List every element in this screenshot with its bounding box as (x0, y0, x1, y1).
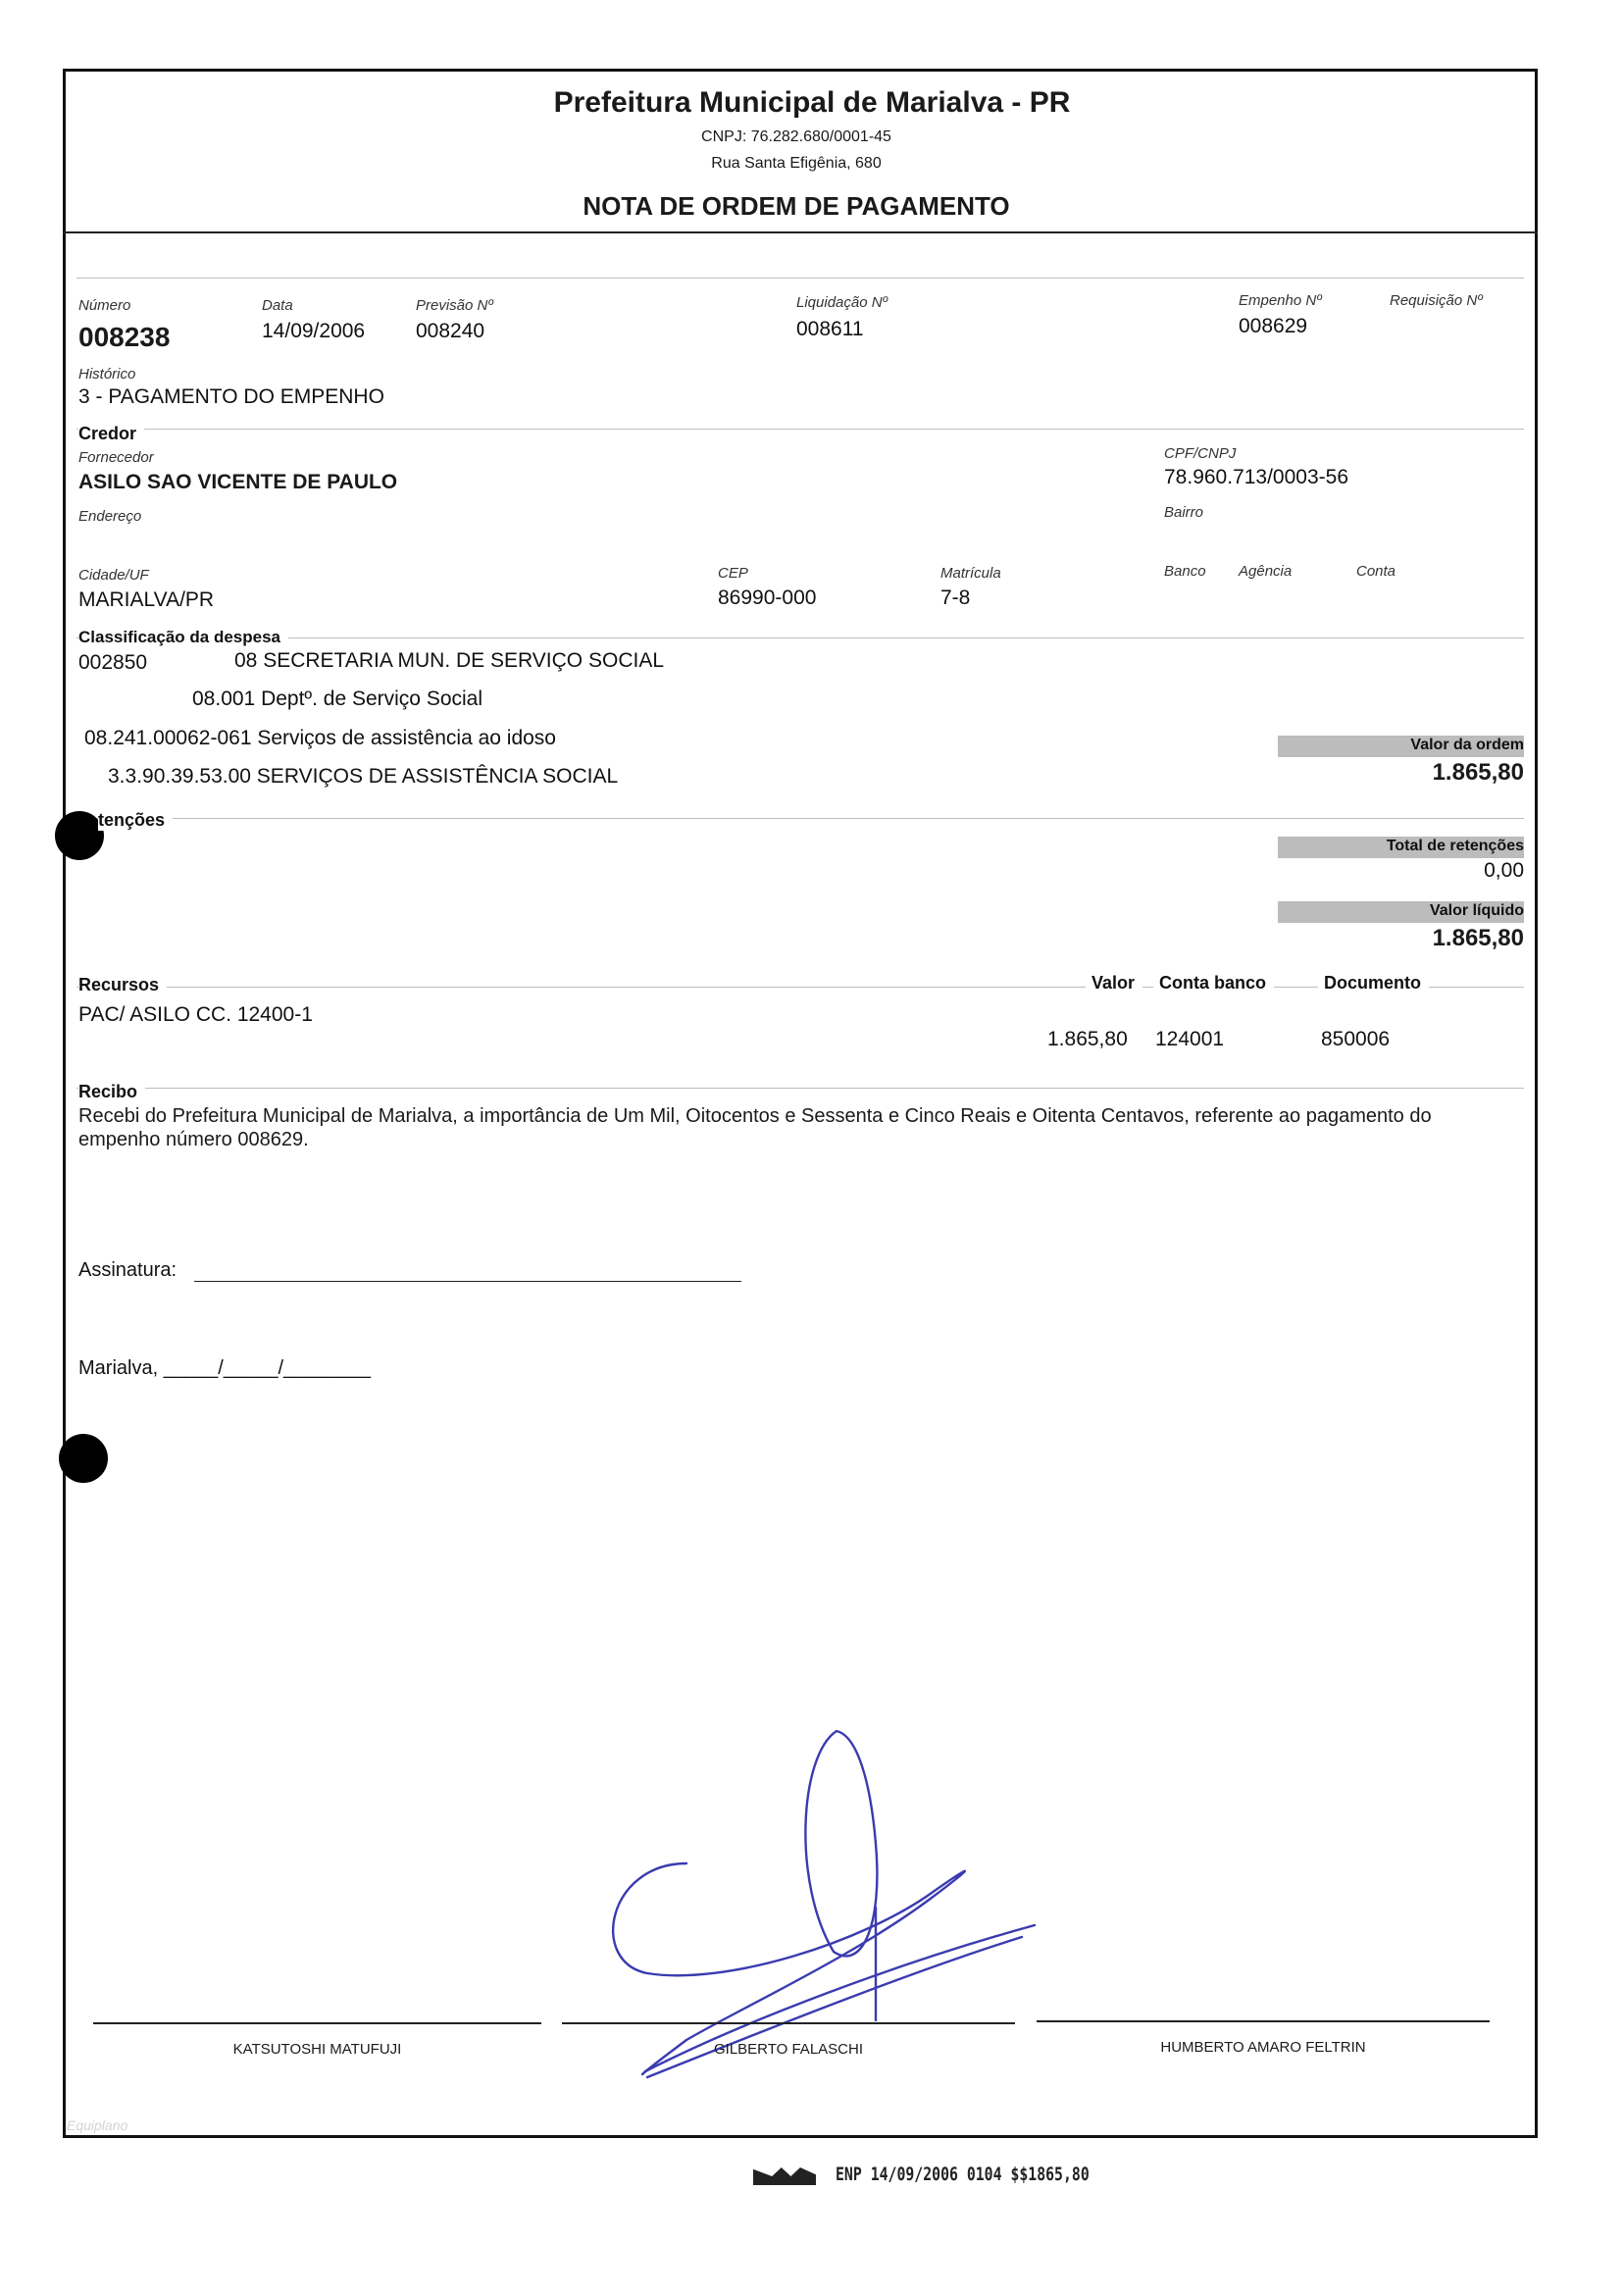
classificacao-rule (76, 637, 1524, 638)
cep-label: CEP (718, 565, 748, 582)
classificacao-section: Classificação da despesa (78, 628, 288, 647)
recibo-section: Recibo (78, 1082, 145, 1102)
historico-value: 3 - PAGAMENTO DO EMPENHO (78, 385, 384, 408)
valor-liquido-label: Valor líquido (1278, 901, 1524, 923)
previsao-label: Previsão Nº (416, 297, 493, 314)
assinatura-label: Assinatura: (78, 1259, 178, 1281)
fornecedor-label: Fornecedor (78, 449, 154, 466)
recursos-rule (76, 987, 1524, 988)
signature-line-1 (93, 2022, 541, 2024)
valor-ordem-label: Valor da ordem (1278, 736, 1524, 757)
recursos-desc: PAC/ ASILO CC. 12400-1 (78, 1003, 313, 1026)
classificacao-line3: 08.241.00062-061 Serviços de assistência ao idoso (84, 727, 556, 749)
liquidacao-label: Liquidação Nº (796, 294, 888, 311)
punch-hole-2 (59, 1434, 108, 1483)
requisicao-label: Requisição Nº (1390, 292, 1483, 309)
recursos-valor: 1.865,80 (1047, 1028, 1128, 1050)
cpf-label: CPF/CNPJ (1164, 445, 1237, 462)
valor-ordem-value: 1.865,80 (1432, 759, 1524, 786)
classificacao-line2: 08.001 Deptº. de Serviço Social (192, 688, 483, 710)
empenho-value: 008629 (1239, 315, 1308, 337)
data-value: 14/09/2006 (262, 320, 366, 342)
numero-value: 008238 (78, 322, 171, 352)
retencoes-rule (76, 818, 1524, 819)
recibo-rule (76, 1088, 1524, 1089)
cidade-value: MARIALVA/PR (78, 588, 215, 611)
recibo-text: Recebi do Prefeitura Municipal de Marialva, a importância de Um Mil, Oitocentos e Sessenta e Cinco Reais e Oitenta Centavos, referente ao pagamento do empenho número 008629. (78, 1105, 1432, 1150)
banco-label: Banco (1164, 563, 1206, 580)
recursos-documento: 850006 (1321, 1028, 1391, 1050)
previsao-value: 008240 (416, 320, 485, 342)
classificacao-code: 002850 (78, 651, 148, 674)
signature-line-2 (562, 2022, 1015, 2024)
historico-label: Histórico (78, 366, 136, 382)
data-label: Data (262, 297, 293, 314)
matricula-label: Matrícula (940, 565, 1001, 582)
recursos-documento-label: Documento (1318, 973, 1429, 994)
recursos-conta-banco: 124001 (1155, 1028, 1225, 1050)
document-frame (63, 69, 1538, 2138)
bank-stamp-mark (753, 2167, 816, 2185)
valor-liquido-value: 1.865,80 (1432, 925, 1524, 951)
bank-stamp: ENP 14/09/2006 0104 $$1865,80 (836, 2164, 1090, 2185)
matricula-value: 7-8 (940, 586, 971, 609)
numero-label: Número (78, 297, 131, 314)
signature-line-3 (1037, 2020, 1490, 2022)
bairro-label: Bairro (1164, 504, 1204, 521)
credor-section: Credor (78, 424, 144, 444)
credor-rule (76, 429, 1524, 430)
punch-hole-1 (55, 811, 104, 860)
fornecedor-value: ASILO SAO VICENTE DE PAULO (78, 471, 398, 493)
cnpj-text: CNPJ: 76.282.680/0001-45 (701, 128, 891, 145)
cpf-value: 78.960.713/0003-56 (1164, 466, 1349, 488)
assinatura-line (194, 1281, 741, 1282)
signatory-3: HUMBERTO AMARO FELTRIN (1160, 2039, 1366, 2056)
header-divider (63, 231, 1538, 233)
conta-label: Conta (1356, 563, 1396, 580)
total-retencoes-value: 0,00 (1484, 859, 1524, 882)
cidade-label: Cidade/UF (78, 567, 149, 584)
endereco-label: Endereço (78, 508, 142, 525)
classificacao-line1: 08 SECRETARIA MUN. DE SERVIÇO SOCIAL (234, 649, 665, 672)
document-title: NOTA DE ORDEM DE PAGAMENTO (583, 191, 1010, 221)
page-title: Prefeitura Municipal de Marialva - PR (553, 86, 1071, 119)
top-rule (76, 278, 1524, 279)
software-watermark: Equiplano (67, 2117, 128, 2133)
liquidacao-value: 008611 (796, 318, 864, 340)
address-text: Rua Santa Efigênia, 680 (711, 155, 882, 172)
retencoes-section: tenções (98, 810, 173, 831)
empenho-label: Empenho Nº (1239, 292, 1322, 309)
local-date: Marialva, _____/_____/________ (78, 1357, 372, 1379)
signatory-2: GILBERTO FALASCHI (714, 2041, 863, 2058)
recursos-section: Recursos (78, 975, 167, 995)
recursos-valor-label: Valor (1086, 973, 1142, 994)
classificacao-line4: 3.3.90.39.53.00 SERVIÇOS DE ASSISTÊNCIA SOCIAL (108, 765, 619, 788)
agencia-label: Agência (1239, 563, 1293, 580)
total-retencoes-label: Total de retenções (1278, 837, 1524, 858)
signatory-1: KATSUTOSHI MATUFUJI (232, 2041, 402, 2058)
recursos-conta-label: Conta banco (1153, 973, 1274, 994)
cep-value: 86990-000 (718, 586, 817, 609)
